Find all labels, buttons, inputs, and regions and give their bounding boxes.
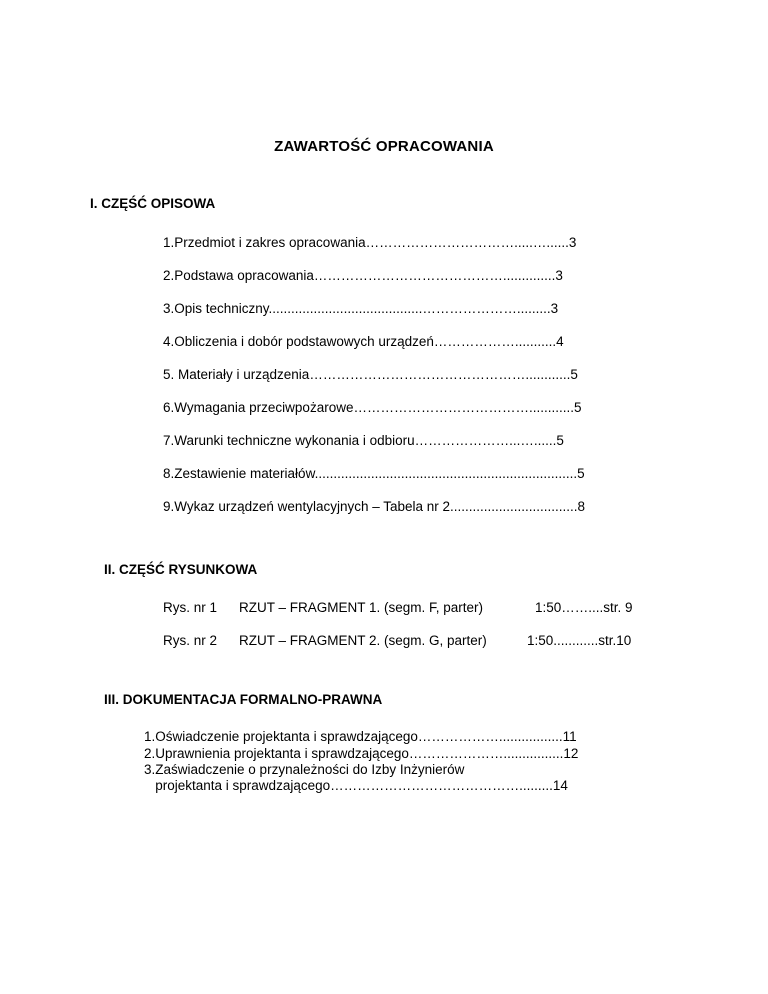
toc-item: 4.Obliczenia i dobór podstawowych urządzeń………………...........4: [163, 334, 564, 349]
formal-doc-item: 3.Zaświadczenie o przynależności do Izby Inżynierów: [144, 762, 465, 777]
drawing-row: [163, 600, 633, 615]
page-title: ZAWARTOŚĆ OPRACOWANIA: [274, 138, 494, 155]
toc-item: 7.Warunki techniczne wykonania i odbioru…………………...…......5: [163, 433, 564, 448]
toc-item: 3.Opis techniczny.........................................………………….........3: [163, 301, 559, 316]
section-heading-opisowa: I. CZĘŚĆ OPISOWA: [90, 196, 216, 211]
toc-item: 2.Podstawa opracowania……………………………………..............3: [163, 268, 563, 283]
toc-item: 8.Zestawienie materiałów......................................................................5: [163, 466, 585, 481]
toc-item: 1.Przedmiot i zakres opracowania…………………………….....…......3: [163, 235, 577, 250]
drawing-name: RZUT – FRAGMENT 2. (segm. G, parter): [239, 633, 487, 648]
formal-doc-item: 1.Oświadczenie projektanta i sprawdzającego……………….................11: [144, 729, 577, 744]
section-heading-formalno-prawna: III. DOKUMENTACJA FORMALNO-PRAWNA: [104, 692, 383, 707]
drawing-scale-page: 1:50............str.10: [527, 633, 632, 648]
toc-item: 5. Materiały i urządzenia…………………………………………............5: [163, 367, 578, 382]
formal-doc-item: 2.Uprawnienia projektanta i sprawdzającego…………………................12: [144, 746, 579, 761]
drawing-number: Rys. nr 2: [163, 633, 218, 648]
toc-item: 9.Wykaz urządzeń wentylacyjnych – Tabela nr 2..................................8: [163, 499, 586, 514]
drawing-name: RZUT – FRAGMENT 1. (segm. F, parter): [239, 600, 484, 615]
toc-item: 6.Wymagania przeciwpożarowe…………………………………............5: [163, 400, 582, 415]
section-heading-rysunkowa: II. CZĘŚĆ RYSUNKOWA: [104, 562, 258, 577]
drawing-row: [163, 633, 631, 648]
formal-doc-item: projektanta i sprawdzającego…………………………………….........14: [144, 778, 568, 793]
drawing-number: Rys. nr 1: [163, 600, 218, 615]
drawing-scale-page: 1:50……....str. 9: [535, 600, 633, 615]
